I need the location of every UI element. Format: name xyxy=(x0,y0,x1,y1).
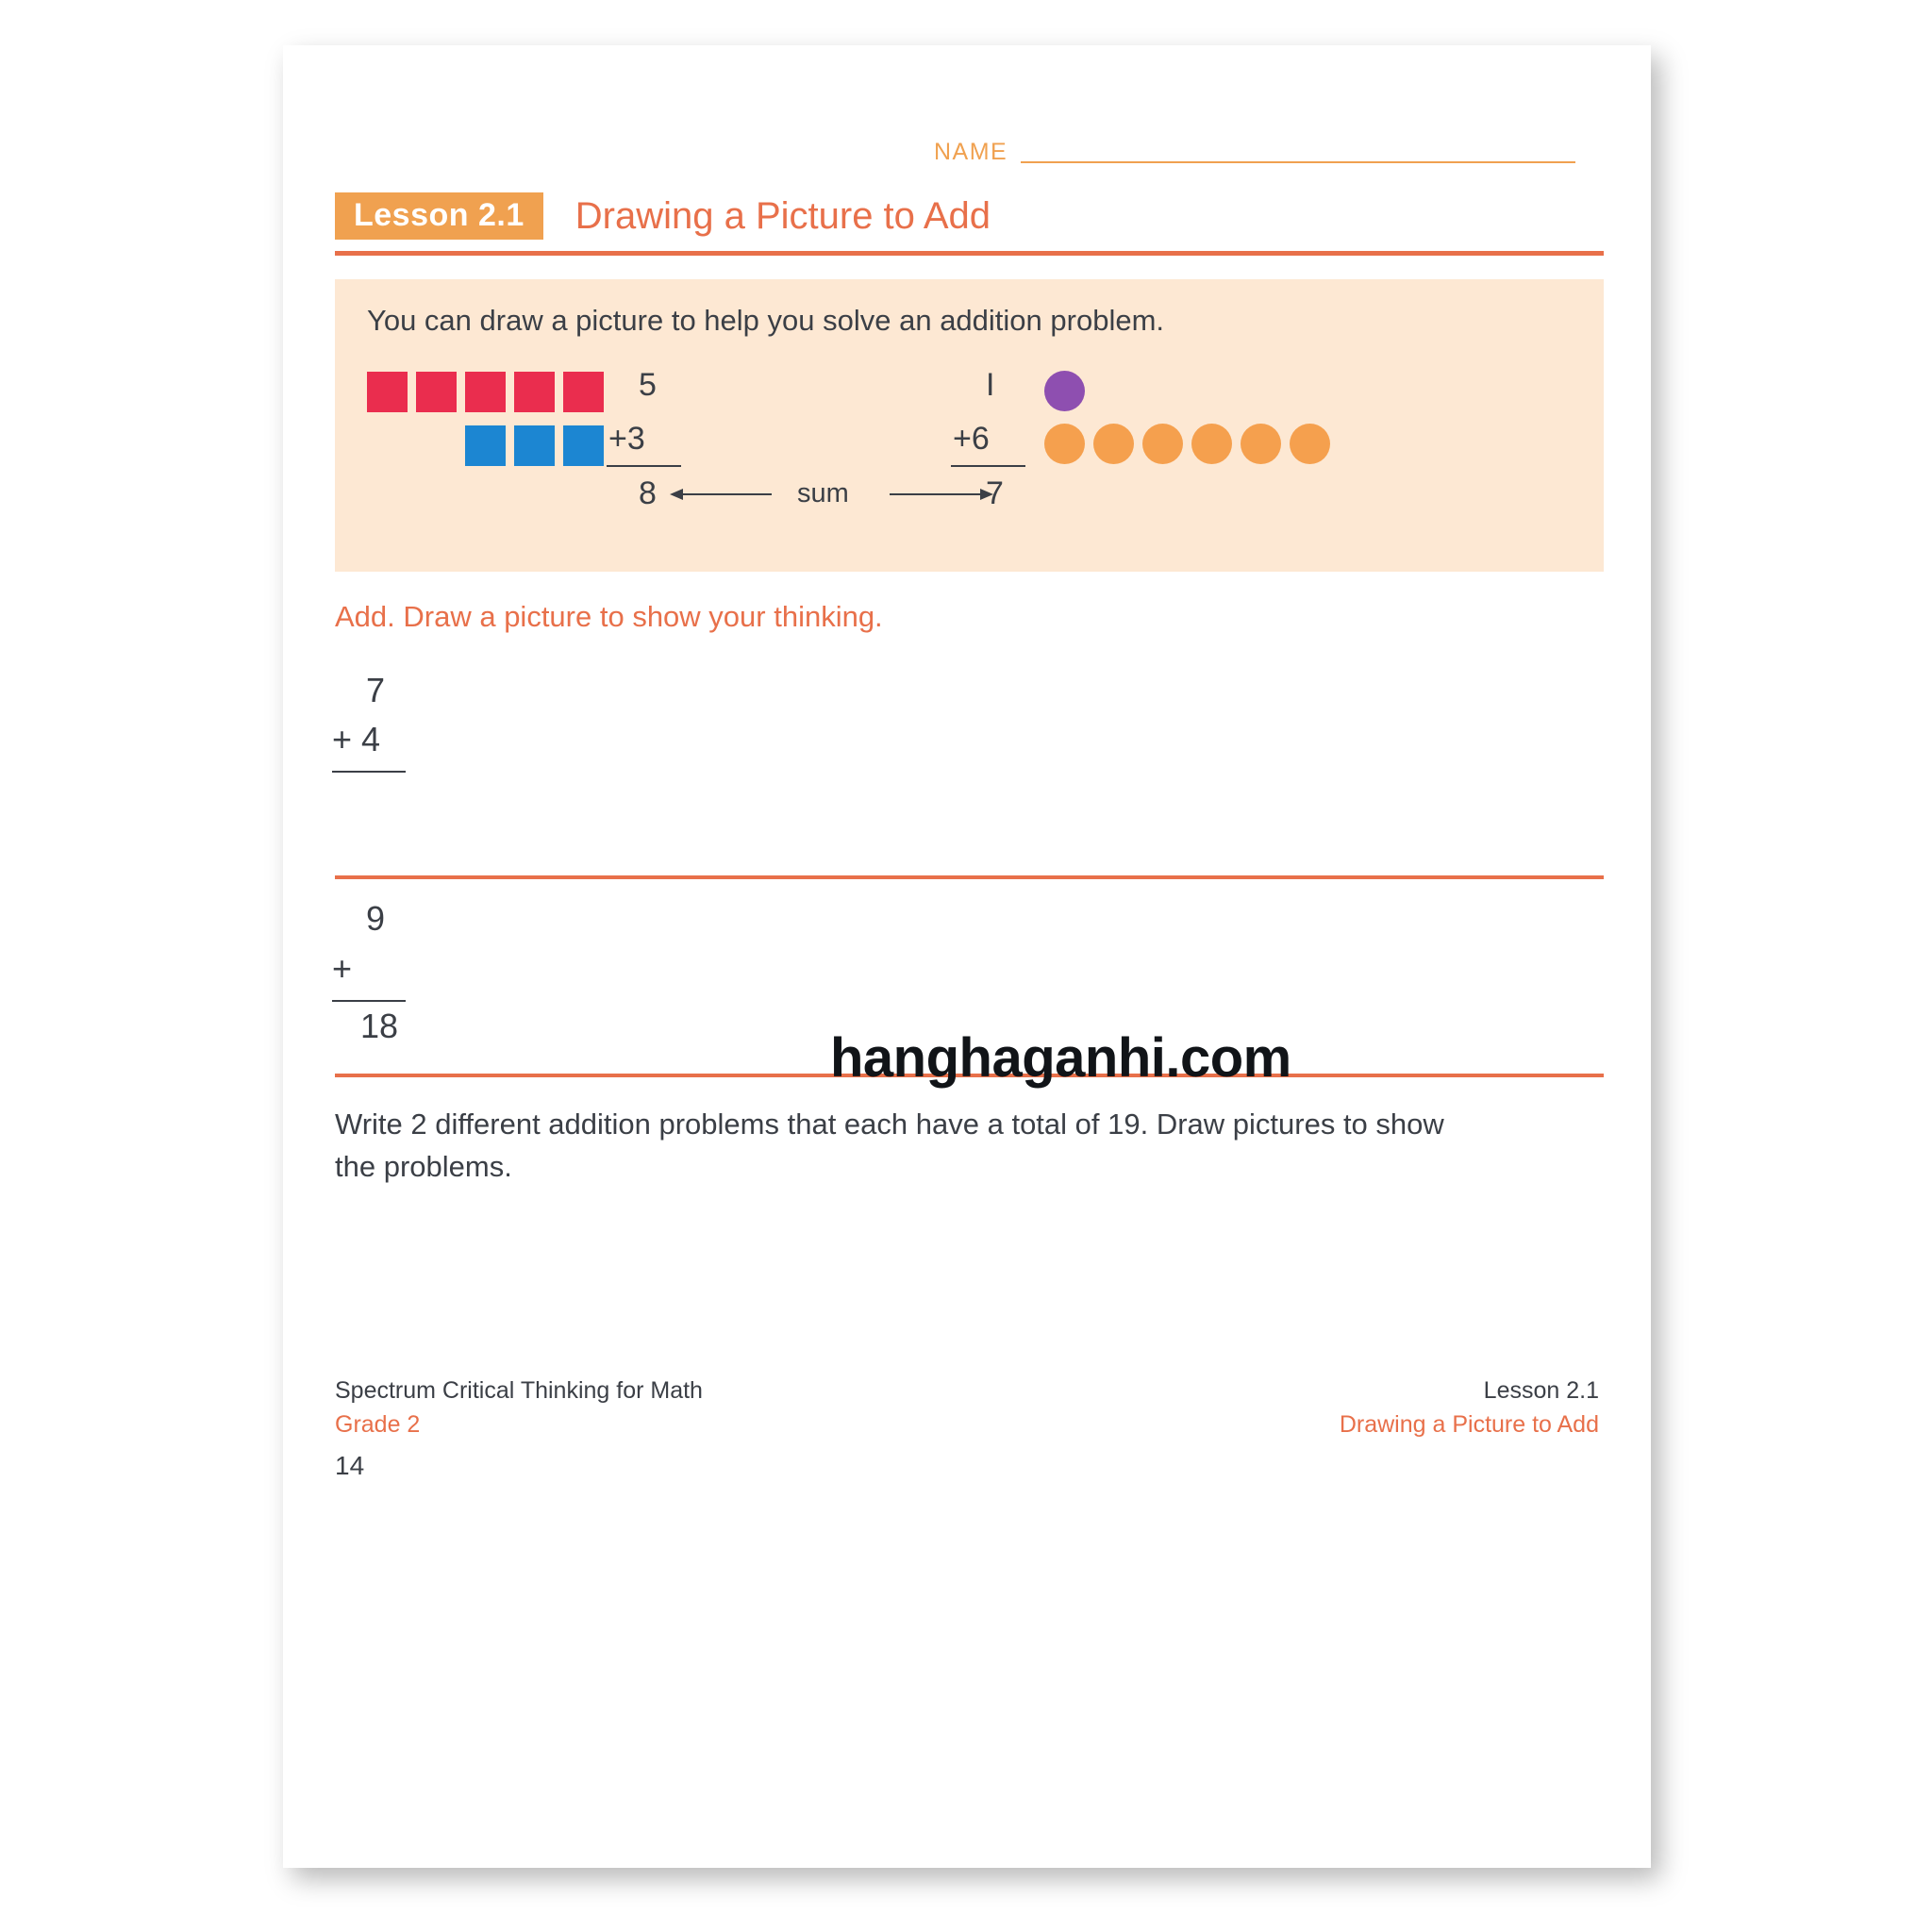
page-title: Drawing a Picture to Add xyxy=(575,194,991,237)
orange-circle xyxy=(1093,424,1134,464)
left-sum: 8 xyxy=(639,475,657,511)
purple-circle xyxy=(1044,371,1085,411)
red-square xyxy=(465,372,506,412)
orange-circle xyxy=(1142,424,1183,464)
red-square xyxy=(563,372,604,412)
left-addend2: +3 xyxy=(608,421,645,457)
lesson-header xyxy=(335,185,1604,247)
blue-square xyxy=(563,425,604,466)
problem-2-addend1: 9 xyxy=(366,899,386,938)
right-sum: 7 xyxy=(986,475,1004,511)
example-box xyxy=(335,279,1604,572)
orange-circle xyxy=(1290,424,1330,464)
arrow-right-icon xyxy=(890,485,993,504)
sum-label: sum xyxy=(797,478,849,508)
right-addend2: +6 xyxy=(953,421,990,457)
footer-book-title: Spectrum Critical Thinking for Math xyxy=(335,1377,703,1404)
problem-1-answer-space[interactable] xyxy=(332,776,615,833)
orange-circle xyxy=(1044,424,1085,464)
name-write-line[interactable] xyxy=(1021,161,1575,163)
right-addend1-shapes xyxy=(1044,371,1085,411)
left-problem-line xyxy=(607,465,681,467)
right-sum-arrow xyxy=(890,485,993,504)
name-field-row xyxy=(934,130,1575,168)
right-problem-line xyxy=(951,465,1025,467)
problem-2-sum: 18 xyxy=(360,1007,399,1045)
example-intro-text: You can draw a picture to help you solve an addition problem. xyxy=(367,304,1165,337)
worksheet-page xyxy=(283,45,1651,1868)
left-addend1-shapes xyxy=(367,372,604,412)
lesson-badge: Lesson 2.1 xyxy=(335,192,543,240)
instruction-text: Add. Draw a picture to show your thinking. xyxy=(335,600,883,633)
problem-1-addend1: 7 xyxy=(366,671,386,709)
footer-lesson-number: Lesson 2.1 xyxy=(1483,1377,1599,1404)
left-addend2-shapes xyxy=(465,425,604,466)
left-addend1: 5 xyxy=(639,367,657,403)
problem-2-addend2: + xyxy=(332,949,353,988)
footer-lesson-title: Drawing a Picture to Add xyxy=(1339,1411,1599,1438)
arrow-left-icon xyxy=(670,485,774,504)
challenge-work-area[interactable] xyxy=(335,1191,1604,1357)
section-divider-1 xyxy=(335,875,1604,879)
red-square xyxy=(416,372,457,412)
orange-circle xyxy=(1191,424,1232,464)
problem-1-addend2: + 4 xyxy=(332,720,381,758)
footer-page-number: 14 xyxy=(335,1451,365,1480)
orange-circle xyxy=(1241,424,1281,464)
blue-square xyxy=(514,425,555,466)
right-addend1: I xyxy=(986,367,995,403)
red-square xyxy=(367,372,408,412)
problem-2-line xyxy=(332,1000,406,1002)
left-sum-arrow xyxy=(670,485,774,504)
red-square xyxy=(514,372,555,412)
challenge-text: Write 2 different addition problems that each have a total of 19. Draw pictures to show the problems. xyxy=(335,1108,1444,1183)
blue-square xyxy=(465,425,506,466)
watermark: hanghaganhi.com xyxy=(830,1027,1291,1089)
page-shadow xyxy=(283,45,1651,1868)
header-divider xyxy=(335,251,1604,256)
name-label: NAME xyxy=(934,139,1008,165)
footer-grade: Grade 2 xyxy=(335,1411,421,1438)
problem-1-line xyxy=(332,771,406,773)
right-addend2-shapes xyxy=(1044,424,1330,464)
